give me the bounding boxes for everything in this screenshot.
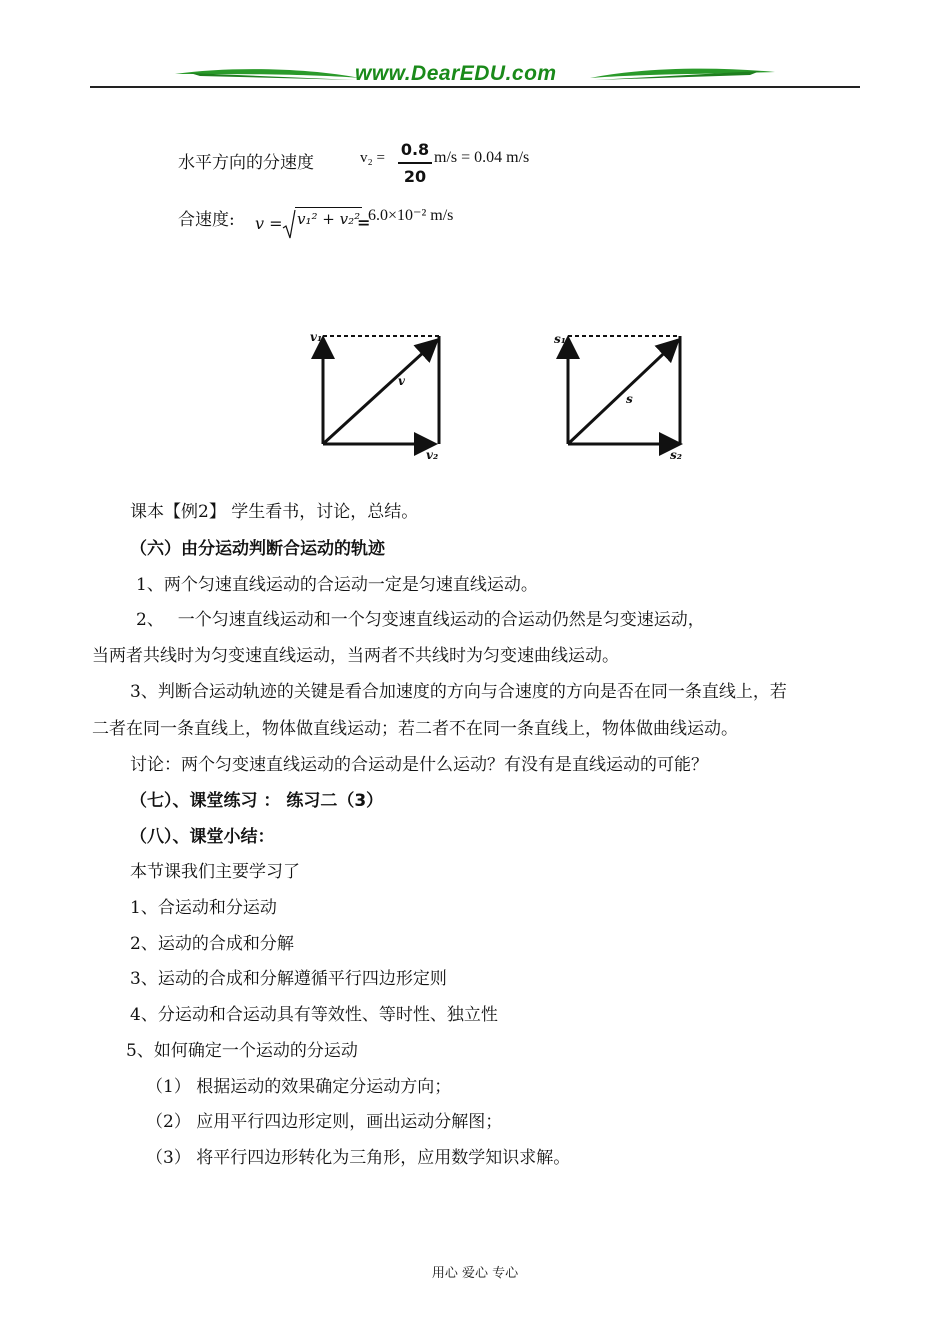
rule-3: 3、判断合运动轨迹的关键是看合加速度的方向与合速度的方向是否在同一条直线上，若 xyxy=(130,682,787,702)
formula1-rest: m/s = 0.04 m/s xyxy=(434,149,530,166)
rule-3-cont: 二者在同一条直线上，物体做直线运动；若二者不在同一条直线上，物体做曲线运动。 xyxy=(92,719,738,739)
fig-right-label-top: s₁ xyxy=(554,332,567,346)
formula2-label: 合速度: xyxy=(178,210,235,230)
fig-right-label-diag: s xyxy=(626,392,633,406)
s-arrow xyxy=(568,340,678,444)
formula1-label: 水平方向的分速度 xyxy=(178,153,314,173)
fig-right-label-bottom: s₂ xyxy=(670,448,683,462)
header-divider xyxy=(90,86,860,88)
rule-2-cont: 当两者共线时为匀变速直线运动，当两者不共线时为匀变速曲线运动。 xyxy=(92,646,619,666)
summary-subitem-2: （2） 应用平行四边形定则，画出运动分解图； xyxy=(146,1112,503,1132)
v-arrow xyxy=(323,340,437,444)
formula2-result: 6.0×10⁻² m/s xyxy=(368,207,454,224)
formula2-equals: = xyxy=(357,213,371,232)
page-footer: 用心 爱心 专心 xyxy=(431,1266,519,1281)
velocity-diagram xyxy=(305,328,455,463)
section-eight-heading: （八）、课堂小结： xyxy=(130,827,275,847)
formula1-denominator: 20 xyxy=(403,167,427,186)
discussion-line: 讨论：两个匀变速直线运动的合运动是什么运动？有没有是直线运动的可能？ xyxy=(130,755,708,775)
formula2-sqrt-body: v₁² + v₂² xyxy=(295,207,362,228)
section-seven-heading: （七）、课堂练习 ： 练习二（3） xyxy=(130,791,384,811)
fig-left-label-diag: v xyxy=(398,374,405,388)
summary-subitem-1: （1） 根据运动的效果确定分运动方向； xyxy=(146,1077,452,1097)
rule-1: 1、两个匀速直线运动的合运动一定是匀速直线运动。 xyxy=(136,575,538,595)
summary-subitem-3: （3） 将平行四边形转化为三角形，应用数学知识求解。 xyxy=(146,1148,571,1168)
formula1-numerator: 0.8 xyxy=(400,140,430,159)
summary-item-5: 5、如何确定一个运动的分运动 xyxy=(126,1041,358,1061)
summary-item-1: 1、合运动和分运动 xyxy=(130,898,277,918)
displacement-diagram xyxy=(550,328,700,463)
formula1-var: v₂ = xyxy=(360,150,385,166)
summary-intro: 本节课我们主要学习了 xyxy=(130,862,300,882)
sqrt-icon xyxy=(282,208,296,240)
fig-left-label-top: v₁ xyxy=(310,330,323,344)
summary-item-2: 2、运动的合成和分解 xyxy=(130,934,294,954)
formula1-fraction xyxy=(398,140,432,186)
summary-item-4: 4、分运动和合运动具有等效性、等时性、独立性 xyxy=(130,1005,498,1025)
summary-item-3: 3、运动的合成和分解遵循平行四边形定则 xyxy=(130,969,447,989)
formula2-lhs: v = xyxy=(255,214,283,233)
logo-text: www.DearEDU.com xyxy=(355,62,557,85)
example-line: 课本【例2】 学生看书，讨论，总结。 xyxy=(130,502,419,522)
section-six-heading: （六）由分运动判断合运动的轨迹 xyxy=(130,539,385,559)
fig-left-label-bottom: v₂ xyxy=(426,448,439,462)
rule-2: 2、 一个匀速直线运动和一个匀变速直线运动的合运动仍然是匀变速运动， xyxy=(136,610,705,630)
